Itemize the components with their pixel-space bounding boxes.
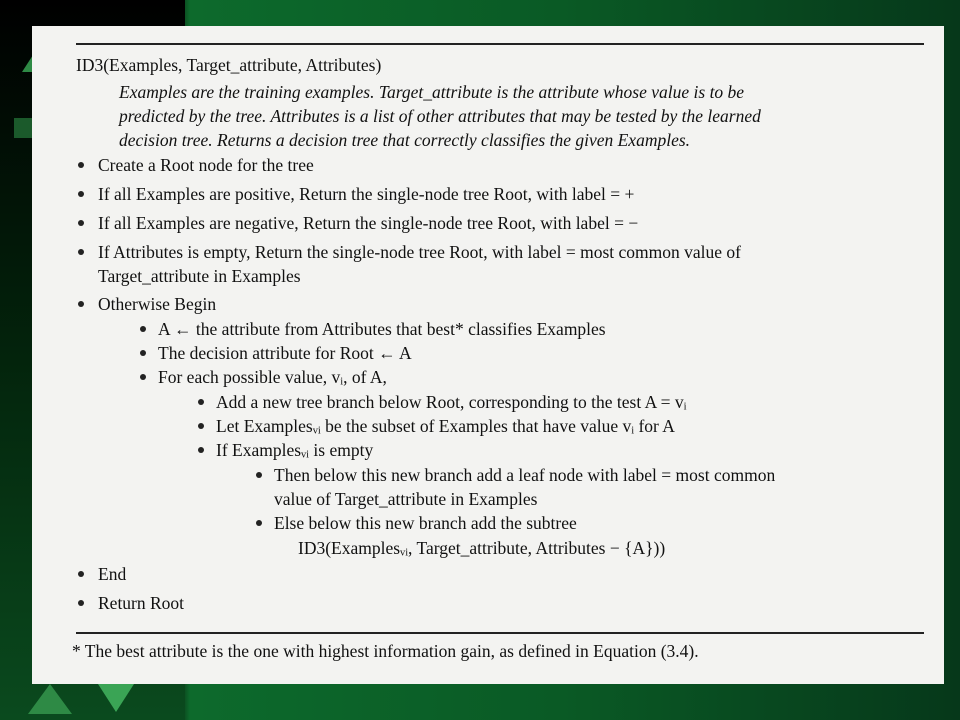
step-return-root: Return Root [98, 593, 185, 613]
bullet-icon [140, 374, 146, 380]
step-end: End [98, 564, 127, 584]
footnote: * The best attribute is the one with highest information gain, as defined in Equation (3.4). [72, 641, 699, 661]
bullet-icon [78, 600, 84, 606]
bullet-icon [78, 191, 84, 197]
step-else-subtree: Else below this new branch add the subtree [274, 513, 577, 533]
step-otherwise-begin: Otherwise Begin [98, 294, 217, 314]
step-attributes-empty-cont: Target_attribute in Examples [98, 266, 301, 286]
bullet-icon [78, 301, 84, 307]
bullet-icon [198, 447, 204, 453]
description-line: Examples are the training examples. Target_attribute is the attribute whose value is to be [119, 82, 745, 102]
step-attributes-empty: If Attributes is empty, Return the single-node tree Root, with label = most common value of [98, 242, 741, 262]
step-add-leaf-cont: value of Target_attribute in Examples [274, 489, 538, 509]
triangle-ornament [98, 684, 134, 712]
step-decision-attribute: The decision attribute for Root ← A [158, 343, 412, 363]
bullet-icon [140, 326, 146, 332]
function-signature: ID3(Examples, Target_attribute, Attributes) [76, 55, 382, 75]
bullet-icon [198, 423, 204, 429]
step-if-subset-empty: If Examplesᵥᵢ is empty [216, 440, 374, 460]
step-all-negative: If all Examples are negative, Return the single-node tree Root, with label = − [98, 213, 639, 233]
bullet-icon [78, 220, 84, 226]
step-let-subset: Let Examplesᵥᵢ be the subset of Examples that have value vᵢ for A [216, 416, 675, 436]
step-add-branch: Add a new tree branch below Root, corresponding to the test A = vᵢ [216, 392, 687, 412]
bullet-icon [256, 520, 262, 526]
step-recursive-call: ID3(Examplesᵥᵢ, Target_attribute, Attributes − {A})) [298, 538, 666, 558]
top-rule [76, 43, 924, 45]
algorithm-figure [32, 26, 944, 684]
triangle-ornament [28, 684, 72, 714]
step-choose-attribute: A ← the attribute from Attributes that best* classifies Examples [158, 319, 606, 339]
description-line: predicted by the tree. Attributes is a list of other attributes that may be tested by the learned [119, 106, 761, 126]
bottom-rule [76, 632, 924, 634]
bullet-icon [198, 399, 204, 405]
bullet-icon [78, 249, 84, 255]
step-create-root: Create a Root node for the tree [98, 155, 314, 175]
step-all-positive: If all Examples are positive, Return the single-node tree Root, with label = + [98, 184, 635, 204]
bullet-icon [256, 472, 262, 478]
bullet-icon [78, 162, 84, 168]
step-add-leaf: Then below this new branch add a leaf node with label = most common [274, 465, 776, 485]
description-line: decision tree. Returns a decision tree that correctly classifies the given Examples. [119, 130, 691, 150]
bullet-icon [140, 350, 146, 356]
bullet-icon [78, 571, 84, 577]
step-for-each-value: For each possible value, vᵢ, of A, [158, 367, 387, 387]
